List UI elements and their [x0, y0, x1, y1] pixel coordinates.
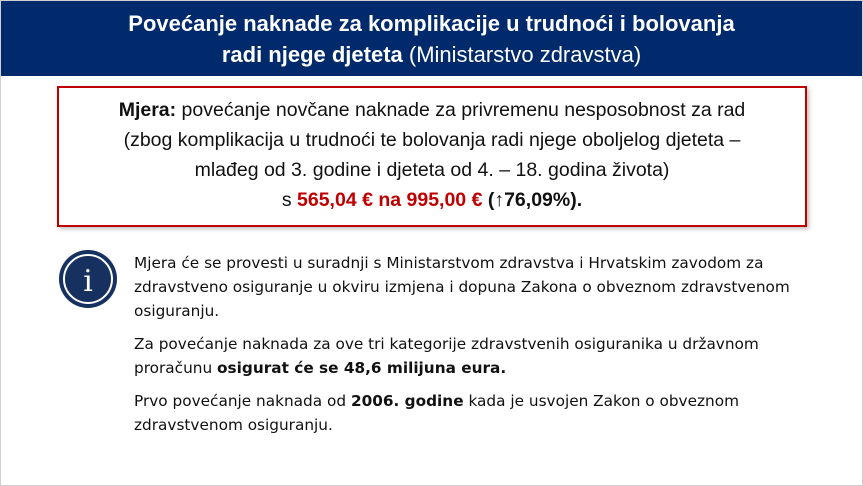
- info-p3-text-1: Prvo povećanje naknada od: [134, 392, 351, 410]
- info-p2-text: Za povećanje naknada za ove tri kategorije zdravstvenih osiguranika u državnom proračunu: [134, 335, 759, 377]
- info-paragraph-1: Mjera će se provesti u suradnji s Ministarstvom zdravstva i Hrvatskim zavodom za zdravstveno osiguranje u okviru izmjena i dopuna Zakona o obveznom zdravstvenom osiguranju.: [134, 254, 790, 320]
- title-ministry: (Ministarstvo zdravstva): [402, 42, 642, 67]
- info-p3-text-2: kada je usvojen Zakon o obveznom zdravstvenom osiguranju.: [134, 392, 739, 434]
- title-line-2: [1, 39, 862, 70]
- measure-text-1: povećanje novčane naknade za privremenu nesposobnost za rad: [176, 99, 746, 121]
- measure-line-4: [59, 185, 805, 215]
- measure-box: [57, 86, 807, 227]
- info-p2-bold: osigurat će se 48,6 milijuna eura.: [217, 359, 507, 377]
- title-line-1: [1, 8, 862, 39]
- info-icon-letter: i: [83, 264, 93, 299]
- title-text-2-bold: radi njege djeteta: [221, 42, 403, 67]
- measure-line-1: [59, 95, 805, 125]
- measure-label: Mjera:: [118, 99, 177, 121]
- info-p3-bold: 2006. godine: [350, 392, 464, 410]
- info-paragraph-2: [134, 332, 834, 380]
- info-paragraph-3: [134, 389, 834, 437]
- measure-line-2: (zbog komplikacija u trudnoći te bolovanja radi njege oboljelog djeteta –: [123, 129, 741, 151]
- measure-increase: (↑76,09%).: [482, 189, 583, 211]
- title-text-1: Povećanje naknade za komplikacije u trudnoći i bolovanja: [128, 11, 735, 36]
- measure-amount: 565,04 € na 995,00 €: [297, 189, 483, 211]
- measure-line-3: mlađeg od 3. godine i djeteta od 4. – 18. godina života): [194, 159, 670, 181]
- title-banner: [1, 1, 862, 76]
- info-text: [134, 251, 834, 446]
- measure-prefix: s: [281, 189, 298, 211]
- info-icon: [59, 250, 117, 308]
